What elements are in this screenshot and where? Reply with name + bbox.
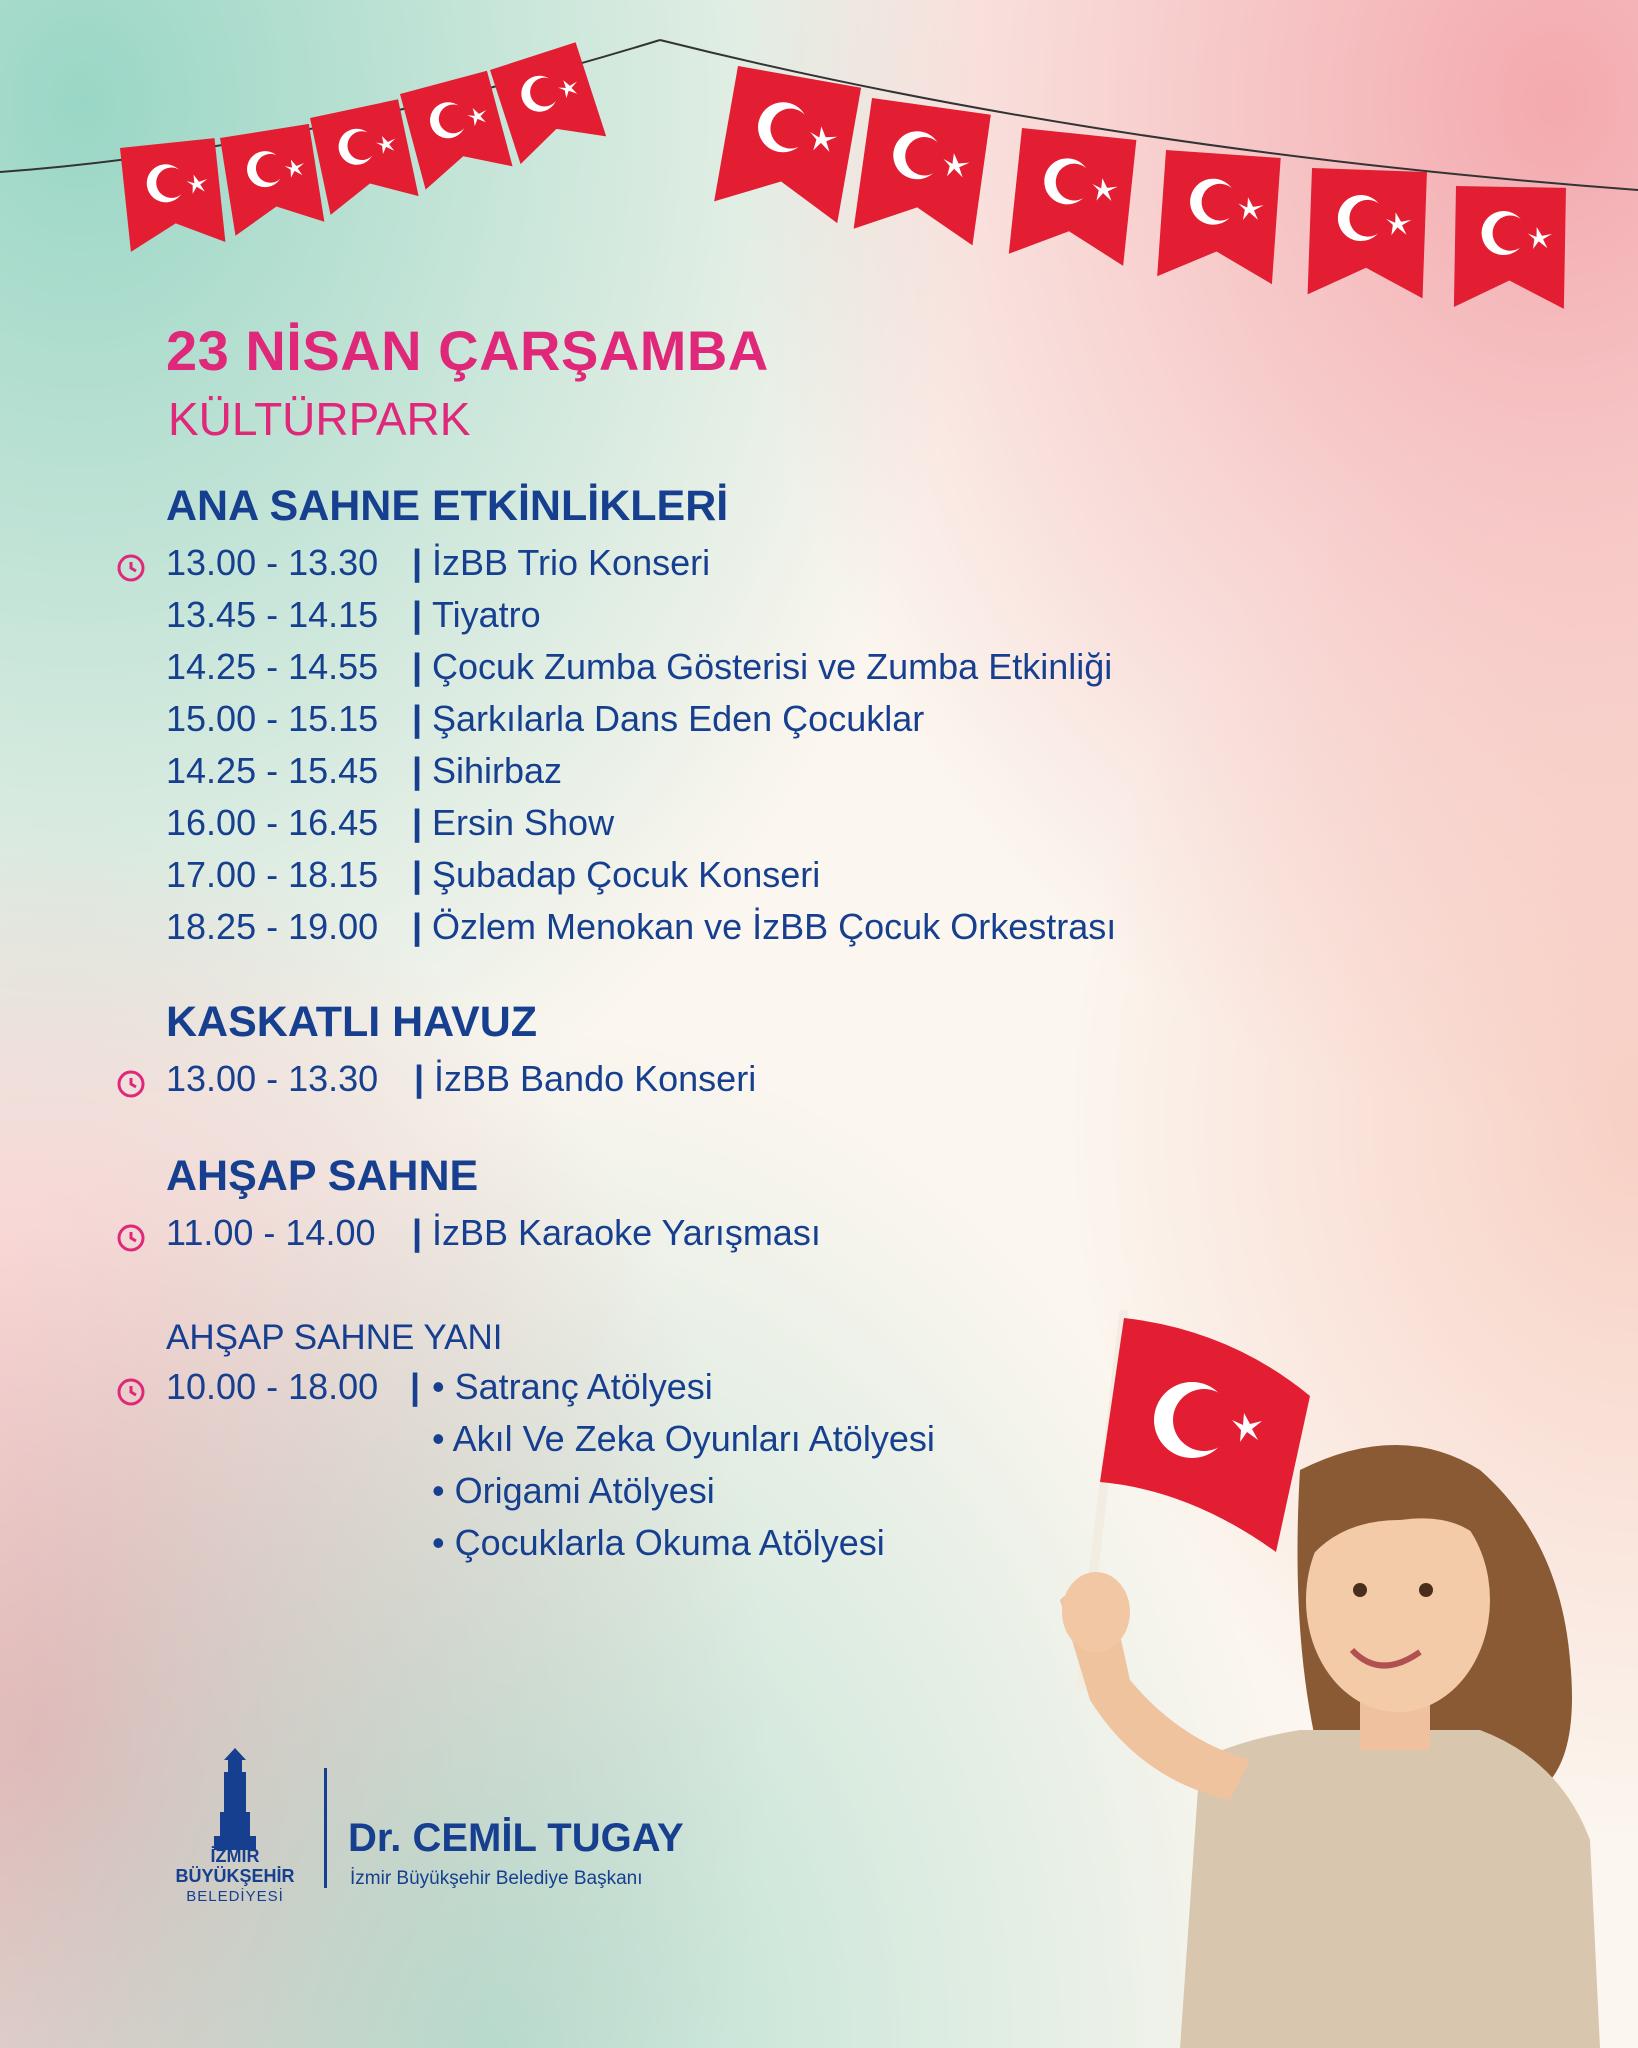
event-activity: Çocuk Zumba Gösterisi ve Zumba Etkinliği xyxy=(432,646,1113,687)
event-activity: Sihirbaz xyxy=(432,750,563,791)
event-time: 14.25 - 14.55 xyxy=(166,646,379,687)
section-heading-wood-stage-side: AHŞAP SAHNE YANI xyxy=(166,1318,503,1357)
event-time: 11.00 - 14.00 xyxy=(166,1212,376,1253)
event-activity: Özlem Menokan ve İzBB Çocuk Orkestrası xyxy=(432,906,1117,947)
event-time: 14.25 - 15.45 xyxy=(166,750,379,791)
event-time: 13.45 - 14.15 xyxy=(166,594,379,635)
bullet: • xyxy=(432,1366,445,1407)
bullet: • xyxy=(432,1522,445,1563)
section-heading-main-stage: ANA SAHNE ETKİNLİKLERİ xyxy=(166,482,729,530)
bullet: • xyxy=(432,1418,445,1459)
mayor-title: İzmir Büyükşehir Belediye Başkanı xyxy=(350,1868,643,1889)
event-time: 17.00 - 18.15 xyxy=(166,854,379,895)
event-time: 10.00 - 18.00 xyxy=(166,1366,379,1407)
event-time: 16.00 - 16.45 xyxy=(166,802,379,843)
event-time: 15.00 - 15.15 xyxy=(166,698,379,739)
separator: | xyxy=(412,750,423,791)
workshop-label: Satranç Atölyesi xyxy=(454,1366,713,1407)
separator: | xyxy=(412,594,423,635)
workshop-item xyxy=(432,1418,935,1460)
event-time: 13.00 - 13.30 xyxy=(166,542,379,583)
event-activity: Şarkılarla Dans Eden Çocuklar xyxy=(432,698,925,739)
logo-line-3: BELEDİYESİ xyxy=(186,1888,284,1905)
location-subtitle: KÜLTÜRPARK xyxy=(168,393,471,445)
footer-divider xyxy=(324,1768,327,1888)
section-heading-wood-stage: AHŞAP SAHNE xyxy=(166,1152,479,1200)
section-heading-pool: KASKATLI HAVUZ xyxy=(166,998,538,1046)
event-time: 18.25 - 19.00 xyxy=(166,906,379,947)
event-activity: İzBB Bando Konseri xyxy=(434,1058,757,1099)
workshop-label: Çocuklarla Okuma Atölyesi xyxy=(454,1522,885,1563)
separator: | xyxy=(410,1366,421,1407)
event-time: 13.00 - 13.30 xyxy=(166,1058,379,1099)
workshop-label: Akıl Ve Zeka Oyunları Atölyesi xyxy=(452,1418,935,1459)
mayor-name: Dr. CEMİL TUGAY xyxy=(348,1816,684,1860)
separator: | xyxy=(412,698,423,739)
bullet: • xyxy=(432,1470,445,1511)
workshop-label: Origami Atölyesi xyxy=(454,1470,715,1511)
logo-line-1: İZMİR xyxy=(210,1846,260,1866)
event-activity: İzBB Karaoke Yarışması xyxy=(432,1212,821,1253)
separator: | xyxy=(412,854,423,895)
event-activity: Tiyatro xyxy=(432,594,541,635)
event-activity: Ersin Show xyxy=(432,802,615,843)
separator: | xyxy=(412,802,423,843)
separator: | xyxy=(412,542,423,583)
separator: | xyxy=(412,1212,423,1253)
separator: | xyxy=(412,646,423,687)
event-activity: Şubadap Çocuk Konseri xyxy=(432,854,821,895)
workshop-item xyxy=(432,1522,885,1564)
separator: | xyxy=(414,1058,425,1099)
event-activity: İzBB Trio Konseri xyxy=(432,542,711,583)
workshop-item xyxy=(432,1470,715,1512)
workshop-item xyxy=(432,1366,713,1408)
separator: | xyxy=(412,906,423,947)
logo-line-2: BÜYÜKŞEHİR xyxy=(175,1866,295,1886)
page-title: 23 NİSAN ÇARŞAMBA xyxy=(166,319,769,382)
